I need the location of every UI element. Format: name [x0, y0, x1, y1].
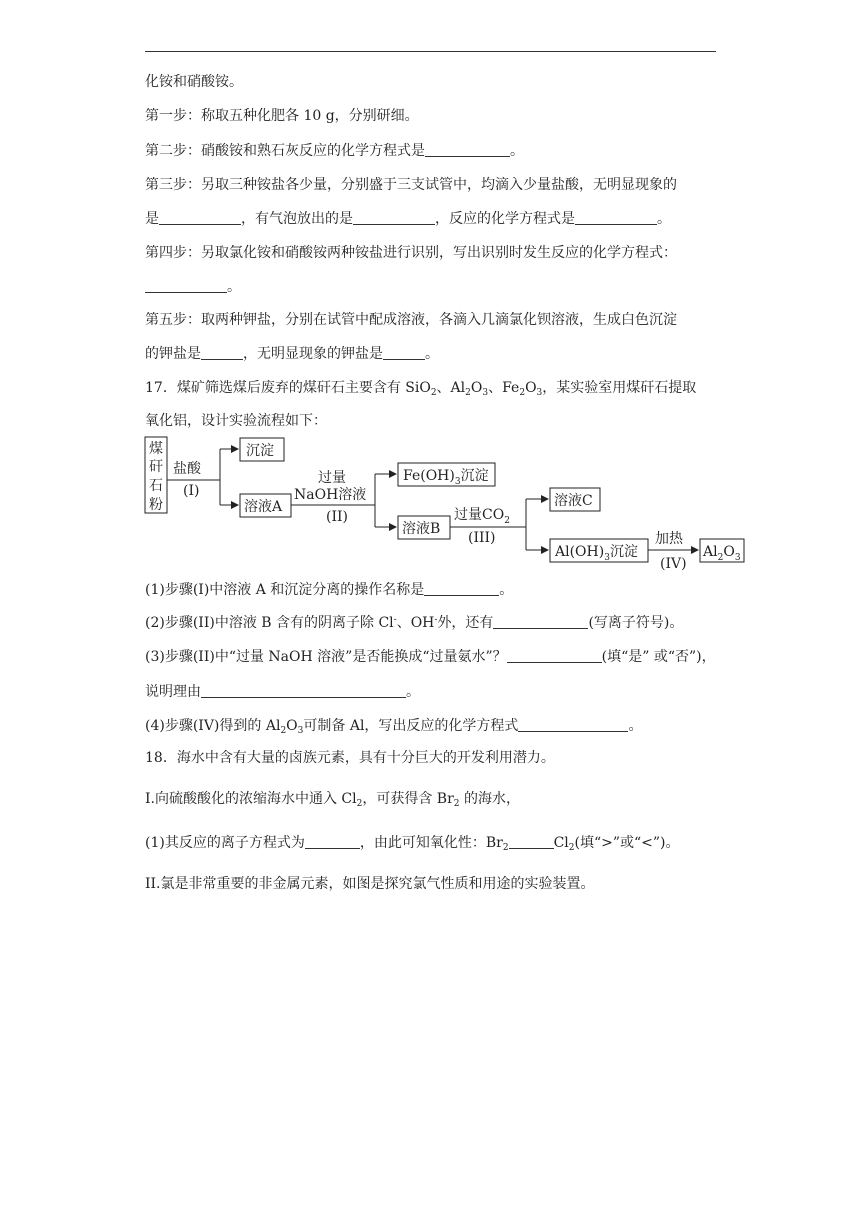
precipitate-label: 沉淀 — [246, 443, 274, 459]
subquestion-2: (2)步骤(II)中溶液 B 含有的阴离子除 Cl-、OH-外，还有 (写离子符号)。 — [145, 615, 684, 631]
step-3-cont: 是 ，有气泡放出的是 ，反应的化学方程式是 。 — [145, 211, 671, 227]
feoh3-label: $Fe(OH)_3$沉淀 — [403, 468, 489, 487]
subquestion-4: (4)步骤(IV)得到的 $Al_2O_3$可制备 Al，写出反应的化学方程式 。 — [145, 718, 643, 736]
part-i: I.向硫酸酸化的浓缩海水中通入 $Cl_2$，可获得含 $Br_2$ 的海水， — [145, 791, 520, 809]
answer-blank[interactable] — [159, 210, 241, 225]
solution-b-label: 溶液B — [402, 521, 441, 537]
reagent-hcl: 盐酸 — [173, 461, 201, 477]
answer-blank[interactable] — [518, 717, 628, 732]
answer-blank[interactable] — [201, 683, 406, 698]
step-4-answer: 。 — [145, 277, 241, 297]
answer-blank[interactable] — [507, 648, 602, 663]
answer-blank[interactable] — [383, 345, 425, 360]
subquestion-3-cont: 说明理由 。 — [145, 684, 420, 700]
answer-blank[interactable] — [493, 614, 588, 629]
aloh3-label: $Al(OH)_3$沉淀 — [555, 544, 638, 563]
step-label: (II) — [326, 509, 348, 525]
question-17-cont: 氧化铝，设计实验流程如下： — [145, 413, 327, 429]
answer-blank[interactable] — [425, 142, 510, 157]
question-17: 17．煤矿筛选煤后废弃的煤矸石主要含有 SiO$_2$、$Al_2O_3$、$Fe_2O_3$，某实验室用煤矸石提取 — [145, 380, 697, 398]
start-char: 矸 — [149, 459, 163, 475]
step-label: (III) — [468, 530, 496, 546]
step-5: 第五步：取两种钾盐，分别在试管中配成溶液，各滴入几滴氯化钡溶液，生成白色沉淀 — [145, 312, 677, 328]
step-3: 第三步：另取三种铵盐各少量，分别盛于三支试管中，均滴入少量盐酸，无明显现象的 — [145, 177, 677, 193]
question-18: 18．海水中含有大量的卤族元素，具有十分巨大的开发利用潜力。 — [145, 750, 555, 766]
start-char: 煤 — [149, 441, 163, 457]
answer-blank[interactable] — [575, 210, 657, 225]
answer-blank[interactable] — [509, 834, 554, 849]
flow-diagram — [140, 433, 750, 575]
step-label: (I) — [183, 483, 200, 499]
answer-blank[interactable] — [305, 834, 360, 849]
text-line: 化铵和硝酸铵。 — [145, 74, 243, 90]
answer-blank[interactable] — [201, 345, 243, 360]
step-5-cont: 的钾盐是 ，无明显现象的钾盐是 。 — [145, 346, 439, 362]
step-1: 第一步：称取五种化肥各 10 g，分别研细。 — [145, 108, 419, 124]
step-label: (IV) — [660, 556, 687, 572]
reagent-excess: 过量 — [318, 470, 346, 486]
solution-a-label: 溶液A — [244, 499, 283, 515]
reagent-heat: 加热 — [655, 531, 683, 547]
al2o3-label: $Al_2O_3$ — [703, 544, 741, 563]
step-4: 第四步：另取氯化铵和硝酸铵两种铵盐进行识别，写出识别时发生反应的化学方程式： — [145, 245, 677, 261]
answer-blank[interactable] — [145, 278, 227, 293]
part-ii: II.氯是非常重要的非金属元素，如图是探究氯气性质和用途的实验装置。 — [145, 876, 595, 892]
subquestion-3: (3)步骤(II)中“过量 NaOH 溶液”是否能换成“过量氨水”？ (填“是” 或“否”)， — [145, 649, 716, 665]
start-char: 石 — [149, 478, 163, 494]
subquestion-1: (1)步骤(I)中溶液 A 和沉淀分离的操作名称是 。 — [145, 582, 514, 598]
header-rule — [145, 51, 716, 52]
reagent-naoh: NaOH溶液 — [294, 487, 367, 503]
part-i-q1: (1)其反应的离子方程式为 ，由此可知氧化性：$Br_2$ $Cl_2$(填“>”或“<”)。 — [145, 835, 680, 853]
answer-blank[interactable] — [424, 581, 499, 596]
answer-blank[interactable] — [353, 210, 435, 225]
solution-c-label: 溶液C — [554, 493, 593, 509]
reagent-co2: 过量$CO_2$ — [454, 507, 510, 526]
start-char: 粉 — [149, 497, 163, 513]
step-2: 第二步：硝酸铵和熟石灰反应的化学方程式是 。 — [145, 143, 524, 159]
